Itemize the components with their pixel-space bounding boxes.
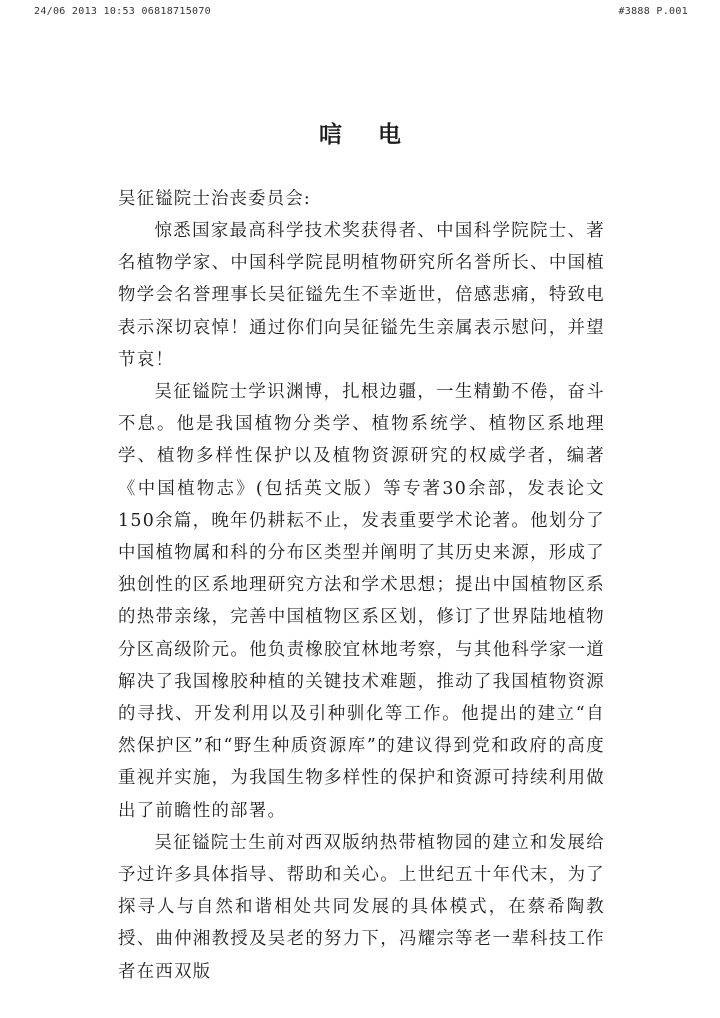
salutation: 吴征镒院士治丧委员会: xyxy=(118,189,311,209)
fax-header xyxy=(34,6,688,22)
paragraph-achievements: 吴征镒院士学识渊博，扎根边疆，一生精勤不倦，奋斗不息。他是我国植物分类学、植物系统学、植物区系地理学、植物多样性保护以及植物资源研究的权威学者，编著《中国植物志》(包括英文版）等专著30余部，发表论文150余篇，晚年仍耕耘不止，发表重要学术论著。他划分了中国植物属和科的分布区类型并阐明了其历史来源，形成了独创性的区系地理研究方法和学术思想；提出中国植物区系的热带亲缘，完善中国植物区系区划，修订了世界陆地植物分区高级阶元。他负责橡胶宜林地考察，与其他科学家一道解决了我国橡胶种植的关键技术难题，推动了我国植物资源的寻找、开发利用以及引种驯化等工作。他提出的建立“自然保护区”和“野生种质资源库”的建议得到党和政府的高度重视并实施，为我国生物多样性的保护和资源可持续利用做出了前瞻性的部署。 xyxy=(118,382,605,821)
fax-timestamp: 24/06 2013 10:53 06818715070 xyxy=(34,6,211,17)
paragraph-condolence: 惊悉国家最高科学技术奖获得者、中国科学院院士、著名植物学家、中国科学院昆明植物研究所名誉所长、中国植物学会名誉理事长吴征镒先生不幸逝世，倍感悲痛，特致电表示深切哀悼！通过你们向吴征镒先生亲属表示慰问，并望节哀！ xyxy=(118,221,605,370)
document-title: 唁 电 xyxy=(318,121,415,148)
fax-page-number: #3888 P.001 xyxy=(618,6,688,17)
paragraph-garden-history: 吴征镒院士生前对西双版纳热带植物园的建立和发展给予过许多具体指导、帮助和关心。上世纪五十年代末，为了探寻人与自然和谐相处共同发展的具体模式，在蔡希陶教授、曲仲湘教授及吴老的努力下，冯耀宗等老一辈科技工作者在西双版 xyxy=(118,832,605,982)
letter-body xyxy=(118,215,605,988)
